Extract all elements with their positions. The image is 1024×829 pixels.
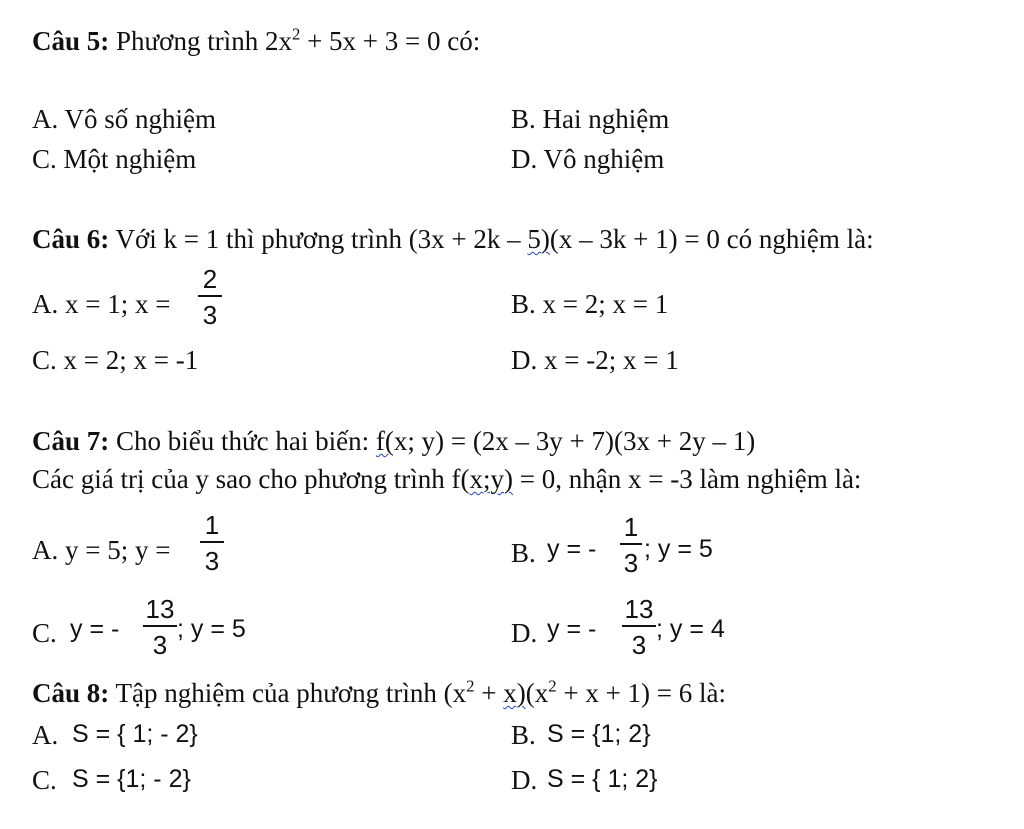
- question-8-text-mid: +: [474, 678, 504, 708]
- question-5-text: Phương trình 2x: [109, 26, 292, 56]
- denominator: 3: [202, 300, 218, 330]
- question-8-stem: [32, 676, 727, 708]
- q7-option-a: A. y = 5; y =: [32, 535, 171, 565]
- question-6-text: Với k = 1 thì phương trình (3x + 2k –: [109, 224, 528, 254]
- spellcheck-mark: f(: [375, 426, 394, 456]
- q5-option-c: C. Một nghiệm: [32, 144, 197, 174]
- q8-option-a-label: A.: [32, 720, 59, 750]
- numerator: 1: [204, 510, 220, 540]
- question-5-label: Câu 5:: [32, 26, 110, 56]
- denominator: 3: [204, 546, 220, 576]
- q7-option-d-fraction: [622, 596, 656, 658]
- q8-option-d-label: D.: [511, 765, 538, 795]
- spellcheck-mark: x): [503, 678, 526, 708]
- q7-option-d-rhs: ; y = 4: [656, 615, 725, 643]
- fraction-bar: [620, 543, 642, 545]
- q7-option-b-lhs: y = -: [547, 535, 597, 563]
- question-6-stem: [32, 226, 874, 253]
- question-5-text-end: + 5x + 3 = 0 có:: [300, 26, 481, 56]
- spellcheck-mark: x;y): [469, 464, 514, 494]
- question-7-text: Cho biểu thức hai biến:: [109, 426, 376, 456]
- fraction-bar: [198, 295, 222, 297]
- q7-option-b-rhs: ; y = 5: [644, 535, 713, 563]
- question-6-label: Câu 6:: [32, 224, 110, 254]
- fraction-bar: [143, 625, 177, 627]
- q7-option-b-label: B.: [511, 538, 536, 568]
- exponent: 2: [548, 676, 557, 696]
- q7-option-c-rhs: ; y = 5: [177, 615, 246, 643]
- q8-option-c-label: C.: [32, 765, 57, 795]
- denominator: 3: [152, 630, 168, 660]
- spellcheck-mark: 5): [527, 224, 550, 254]
- q6-option-a-fraction: [198, 266, 222, 328]
- denominator: 3: [623, 548, 639, 578]
- question-7-line-2: [32, 466, 861, 493]
- fraction-bar: [622, 625, 656, 627]
- question-7-line-2-text: Các giá trị của y sao cho phương trình f(: [32, 464, 470, 494]
- q6-option-a: A. x = 1; x =: [32, 289, 171, 319]
- q6-option-b: B. x = 2; x = 1: [511, 289, 669, 319]
- numerator: 2: [202, 264, 218, 294]
- question-5-stem: [32, 24, 481, 56]
- exponent: 2: [291, 24, 301, 44]
- question-7-text-end: x; y) = (2x – 3y + 7)(3x + 2y – 1): [393, 426, 756, 456]
- q7-option-d-lhs: y = -: [547, 615, 597, 643]
- denominator: 3: [631, 630, 647, 660]
- q7-option-c-lhs: y = -: [70, 615, 120, 643]
- q5-option-b: B. Hai nghiệm: [511, 104, 670, 134]
- numerator: 13: [624, 594, 654, 624]
- question-6-text-end: (x – 3k + 1) = 0 có nghiệm là:: [549, 224, 874, 254]
- exponent: 2: [466, 676, 475, 696]
- numerator: 13: [145, 594, 175, 624]
- fraction-bar: [200, 541, 224, 543]
- question-7-stem: [32, 428, 755, 455]
- q8-option-a-set: S = { 1; - 2}: [72, 720, 198, 748]
- q8-option-b-set: S = {1; 2}: [547, 720, 651, 748]
- numerator: 1: [623, 512, 639, 542]
- q7-option-c-fraction: [143, 596, 177, 658]
- q7-option-b-fraction: [620, 514, 642, 576]
- q8-option-d-set: S = { 1; 2}: [547, 765, 658, 793]
- q7-option-c-label: C.: [32, 618, 57, 648]
- q6-option-c: C. x = 2; x = -1: [32, 345, 199, 375]
- q6-option-d: D. x = -2; x = 1: [511, 345, 679, 375]
- q5-option-a: A. Vô số nghiệm: [32, 104, 217, 134]
- q7-option-a-fraction: [200, 512, 224, 574]
- question-8-text-mid2: (x: [525, 678, 549, 708]
- question-8-label: Câu 8:: [32, 678, 110, 708]
- q5-option-d: D. Vô nghiệm: [511, 144, 665, 174]
- question-7-label: Câu 7:: [32, 426, 110, 456]
- question-8-text: Tập nghiệm của phương trình (x: [109, 678, 467, 708]
- q7-option-d-label: D.: [511, 618, 538, 648]
- question-8-text-end: + x + 1) = 6 là:: [556, 678, 727, 708]
- question-7-line-2-end: = 0, nhận x = -3 làm nghiệm là:: [513, 464, 862, 494]
- q8-option-c-set: S = {1; - 2}: [72, 765, 191, 793]
- q8-option-b-label: B.: [511, 720, 536, 750]
